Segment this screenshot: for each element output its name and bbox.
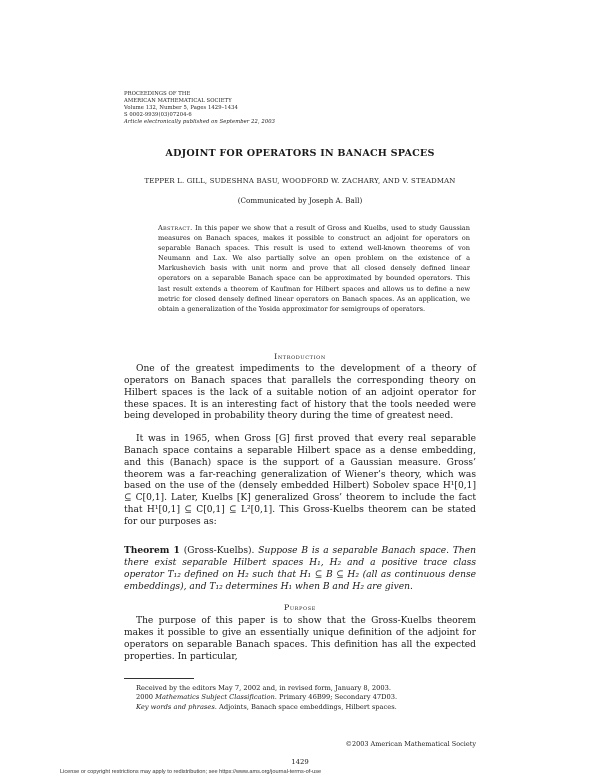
msc-label: Mathematics Subject Classification. <box>155 693 277 702</box>
abstract-text: In this paper we show that a result of Gross and Kuelbs, used to study Gaussian measures on Banach spaces, makes it possible to construct an adjoint for operators on separable Banach spaces. This result is used to extend well-known theorems of von Neumann and Lax. We also partially solve an open problem on the existence of a Markushevich basis with unit norm and prove that all closed densely defined linear operators on a separable Banach space can be approximated by bounded operators. This last result extends a theorem of Kaufman for Hilbert spaces and allows us to define a new metric for closed densely defined linear operators on Banach spaces. As an application, we obtain a generalization of the Yosida approximator for semigroups of operators. <box>158 224 470 313</box>
communicated-by: (Communicated by Joseph A. Ball) <box>237 196 363 205</box>
copyright-notice: ©2003 American Mathematical Society <box>345 740 476 748</box>
abstract-label: Abstract. <box>158 224 193 232</box>
msc-codes: Primary 46B99; Secondary 47D03. <box>279 693 398 702</box>
issn-line: S 0002-9939(03)07204-6 <box>124 111 192 118</box>
page-number: 1429 <box>291 758 309 766</box>
theorem-body: Suppose B is a separable Banach space. Then there exist separable Hilbert spaces H₁, H₂ and a positive trace class operator T₁₂ defined on H₂ such that H₁ ⊆ B ⊆ H₂ (all as continuous dense embeddings), and T₁₂ determines H₁ when B and H₂ are given. <box>124 546 476 592</box>
footnotes <box>124 684 476 712</box>
received-note: Received by the editors May 7, 2002 and, in revised form, January 8, 2003. <box>136 684 392 692</box>
keywords-label: Key words and phrases. <box>136 702 217 711</box>
volume-line: Volume 132, Number 5, Pages 1429–1434 <box>124 104 238 111</box>
theorem-1 <box>124 545 476 594</box>
keywords-note <box>124 703 476 712</box>
paper-title: ADJOINT FOR OPERATORS IN BANACH SPACES <box>165 148 435 159</box>
footnote-rule <box>124 678 194 679</box>
published-line: Article electronically published on September 22, 2003 <box>124 118 276 125</box>
abstract <box>158 223 470 314</box>
intro-paragraph-1: One of the greatest impediments to the development of a theory of operators on Banach spaces that parallels the corresponding theory on Hilbert spaces is the lack of a suitable notion of an adjoint operator for these spaces. It is an interesting fact of history that the tools needed were being developed in probability theory during the time of greatest need. <box>124 364 476 422</box>
theorem-attribution: (Gross-Kuelbs). <box>183 546 255 556</box>
introduction-heading: Introduction <box>274 352 326 361</box>
journal-header <box>124 91 275 126</box>
purpose-paragraph: The purpose of this paper is to show that the Gross-Kuelbs theorem makes it possible to give an essentially unique definition of the adjoint for operators on separable Banach spaces. This definition has all the expected properties. In particular, <box>124 616 476 662</box>
msc-year: 2000 <box>136 693 154 702</box>
keywords-text: Adjoints, Banach space embeddings, Hilbert spaces. <box>219 702 397 711</box>
journal-name-line2: AMERICAN MATHEMATICAL SOCIETY <box>124 97 232 104</box>
theorem-label: Theorem 1 <box>124 545 180 556</box>
license-notice: License or copyright restrictions may apply to redistribution; see https://www.ams.org/journal-terms-of-use <box>60 769 322 775</box>
msc-note <box>124 693 476 702</box>
journal-name-line1: PROCEEDINGS OF THE <box>124 91 191 97</box>
intro-paragraph-2: It was in 1965, when Gross [G] first proved that every real separable Banach space contains a separable Hilbert space as a dense embedding, and this (Banach) space is the support of a Gaussian measure. Gross’ theorem was a far-reaching generalization of Wiener’s theory, which was based on the use of the (densely embedded Hilbert) Sobolev space H¹[0,1] ⊆ C[0,1]. Later, Kuelbs [K] generalized Gross’ theorem to include the fact that H¹[0,1] ⊆ C[0,1] ⊆ L²[0,1]. This Gross-Kuelbs theorem can be stated for our purposes as: <box>124 434 476 527</box>
purpose-heading: Purpose <box>284 603 316 612</box>
paper-authors: TEPPER L. GILL, SUDESHNA BASU, WOODFORD W. ZACHARY, AND V. STEADMAN <box>144 177 456 185</box>
